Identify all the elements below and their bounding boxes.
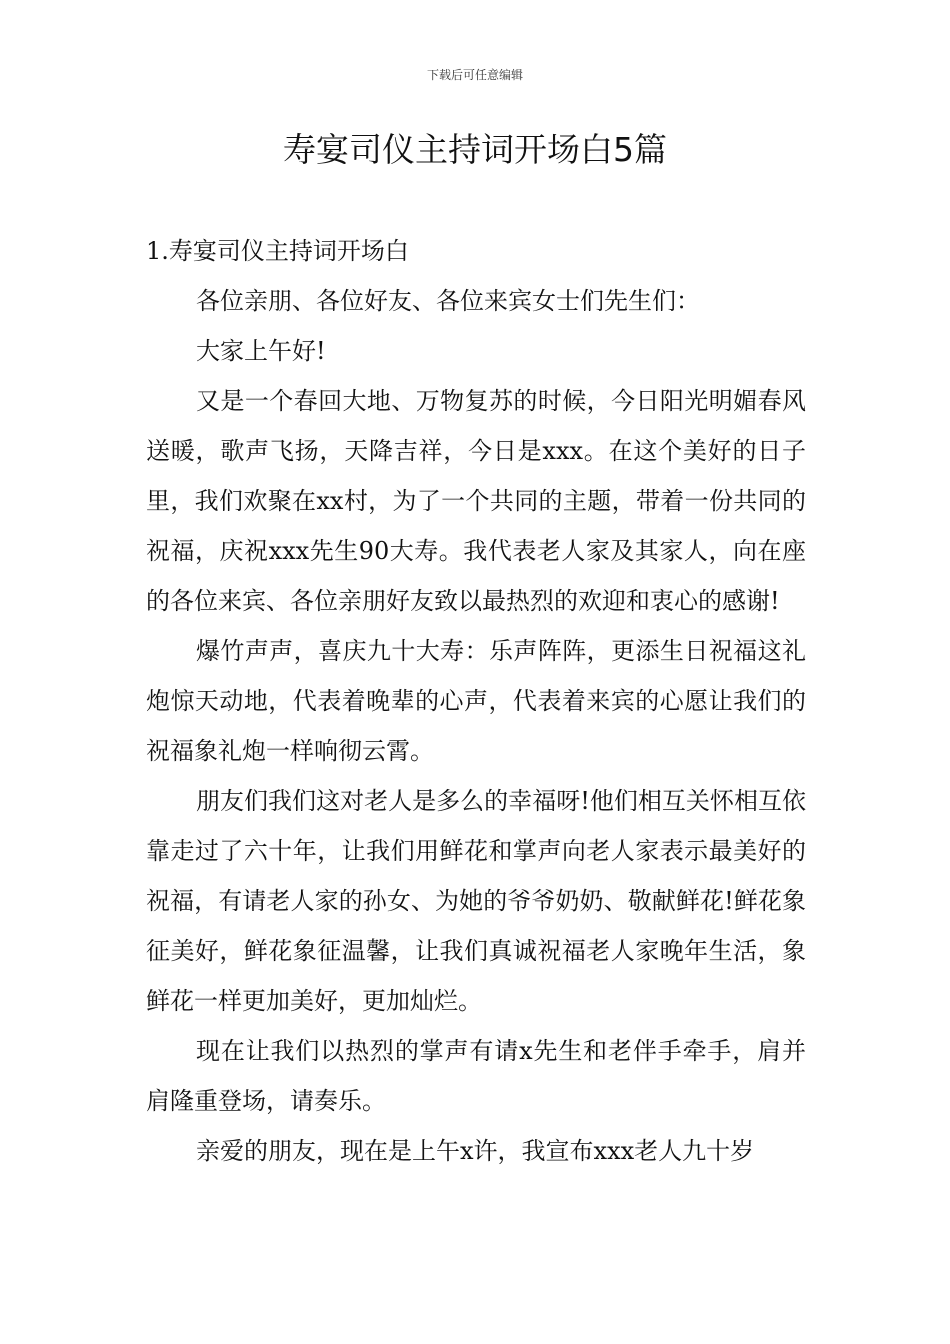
- paragraph: 又是一个春回大地、万物复苏的时候，今日阳光明媚春风送暖，歌声飞扬，天降吉祥，今日是xxx。在这个美好的日子里，我们欢聚在xx村，为了一个共同的主题，带着一份共同的祝福，庆祝xxx先生90大寿。我代表老人家及其家人，向在座的各位来宾、各位亲朋好友致以最热烈的欢迎和衷心的感谢!: [146, 387, 806, 615]
- paragraph: 朋友们我们这对老人是多么的幸福呀!他们相互关怀相互依靠走过了六十年，让我们用鲜花和掌声向老人家表示最美好的祝福，有请老人家的孙女、为她的爷爷奶奶、敬献鲜花!鲜花象征美好，鲜花象征温馨，让我们真诚祝福老人家晚年生活，象鲜花一样更加美好，更加灿烂。: [146, 787, 806, 1015]
- paragraph: 现在让我们以热烈的掌声有请x先生和老伴手牵手，肩并肩隆重登场，请奏乐。: [146, 1037, 806, 1115]
- paragraph-greeting: 各位亲朋、各位好友、各位来宾女士们先生们：: [196, 287, 700, 315]
- paragraph: 爆竹声声，喜庆九十大寿：乐声阵阵，更添生日祝福这礼炮惊天动地，代表着晚辈的心声，代表着来宾的心愿让我们的祝福象礼炮一样响彻云霄。: [146, 637, 806, 765]
- paragraph: 亲爱的朋友，现在是上午x许，我宣布xxx老人九十岁: [196, 1137, 755, 1165]
- header-note: 下载后可任意编辑: [426, 68, 523, 82]
- document-title: 寿宴司仪主持词开场白5篇: [283, 130, 667, 169]
- document-body: [146, 226, 806, 1176]
- paragraph-good-morning: 大家上午好!: [196, 337, 326, 365]
- section-heading: 1.寿宴司仪主持词开场白: [146, 237, 409, 265]
